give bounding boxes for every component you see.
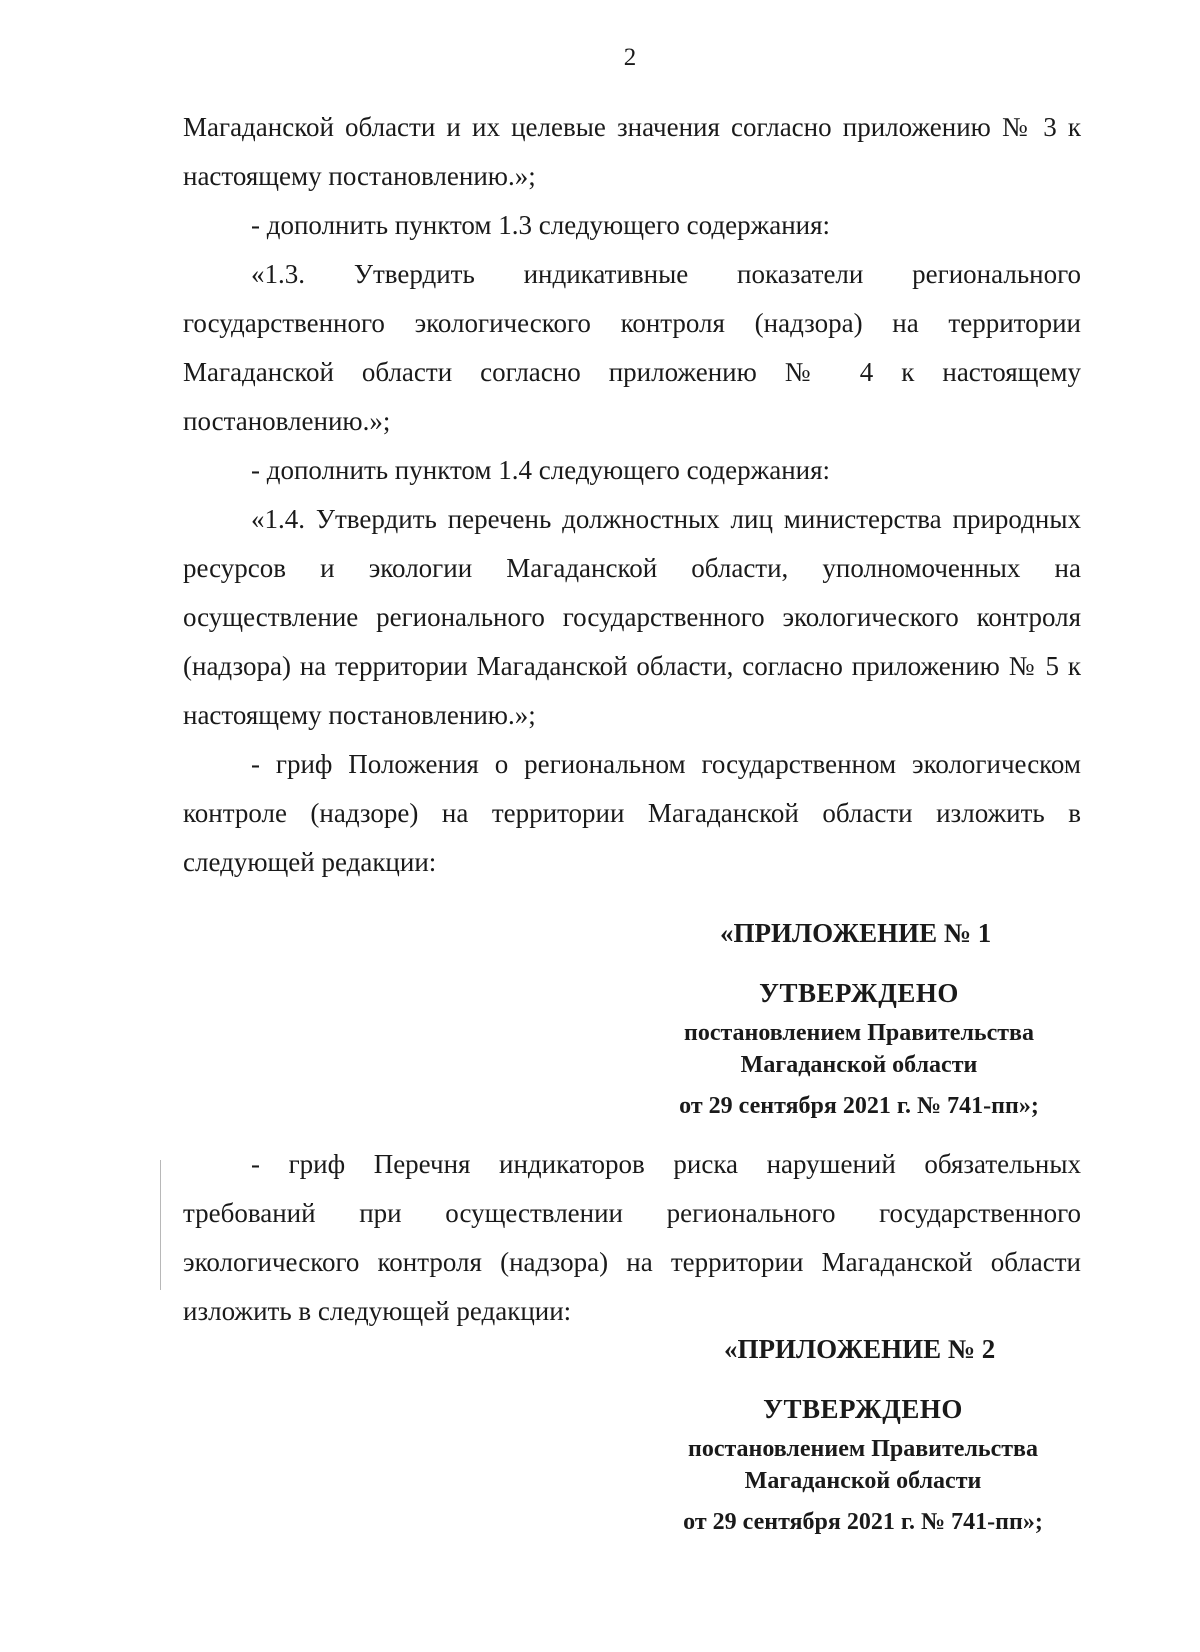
- margin-mark: [160, 1160, 161, 1290]
- approval-stamp-2: [655, 1394, 1071, 1536]
- approved-region-line: Магаданской области: [744, 1468, 982, 1494]
- appendix-1-label: «ПРИЛОЖЕНИЕ № 1: [720, 918, 992, 948]
- approval-date: от 29 сентября 2021 г. № 741-пп»;: [683, 1509, 1043, 1535]
- approval-stamp-1: [651, 978, 1067, 1120]
- paragraph-item-1-3: «1.3. Утвердить индикативные показатели регионального государственного экологического контроля (надзора) на территории Магаданской области согласно приложению № 4 к настоящему постановлению.»;: [183, 259, 1081, 436]
- approved-region-line: Магаданской области: [740, 1052, 978, 1078]
- appendix-1-heading: [720, 918, 991, 949]
- approval-date: от 29 сентября 2021 г. № 741-пп»;: [679, 1093, 1039, 1119]
- approved-label: УТВЕРЖДЕНО: [763, 1394, 963, 1424]
- paragraph-grif-risk-indicators: - гриф Перечня индикаторов риска нарушений обязательных требований при осуществлении регионального государственного экологического контроля (надзора) на территории Магаданской области изложить в следующей редакции:: [183, 1149, 1081, 1326]
- approved-label: УТВЕРЖДЕНО: [759, 978, 959, 1008]
- paragraph-continuation: Магаданской области и их целевые значения согласно приложению № 3 к настоящему постановлению.»;: [183, 112, 1081, 191]
- paragraph-grif-regulation: - гриф Положения о региональном государственном экологическом контроле (надзоре) на территории Магаданской области изложить в следующей редакции:: [183, 749, 1081, 877]
- page-number: 2: [623, 44, 637, 71]
- appendix-2-label: «ПРИЛОЖЕНИЕ № 2: [724, 1334, 996, 1364]
- paragraph-add-item-1-3: - дополнить пунктом 1.3 следующего содержания:: [251, 210, 831, 240]
- paragraph-item-1-4: «1.4. Утвердить перечень должностных лиц министерства природных ресурсов и экологии Магаданской области, уполномоченных на осуществление регионального государственного экологического контроля (надзора) на территории Магаданской области, согласно приложению № 5 к настоящему постановлению.»;: [183, 504, 1081, 730]
- paragraph-add-item-1-4: - дополнить пунктом 1.4 следующего содержания:: [251, 455, 831, 485]
- approved-by-line: постановлением Правительства: [687, 1436, 1038, 1462]
- approved-by-line: постановлением Правительства: [683, 1020, 1034, 1046]
- appendix-2-heading: [724, 1334, 995, 1365]
